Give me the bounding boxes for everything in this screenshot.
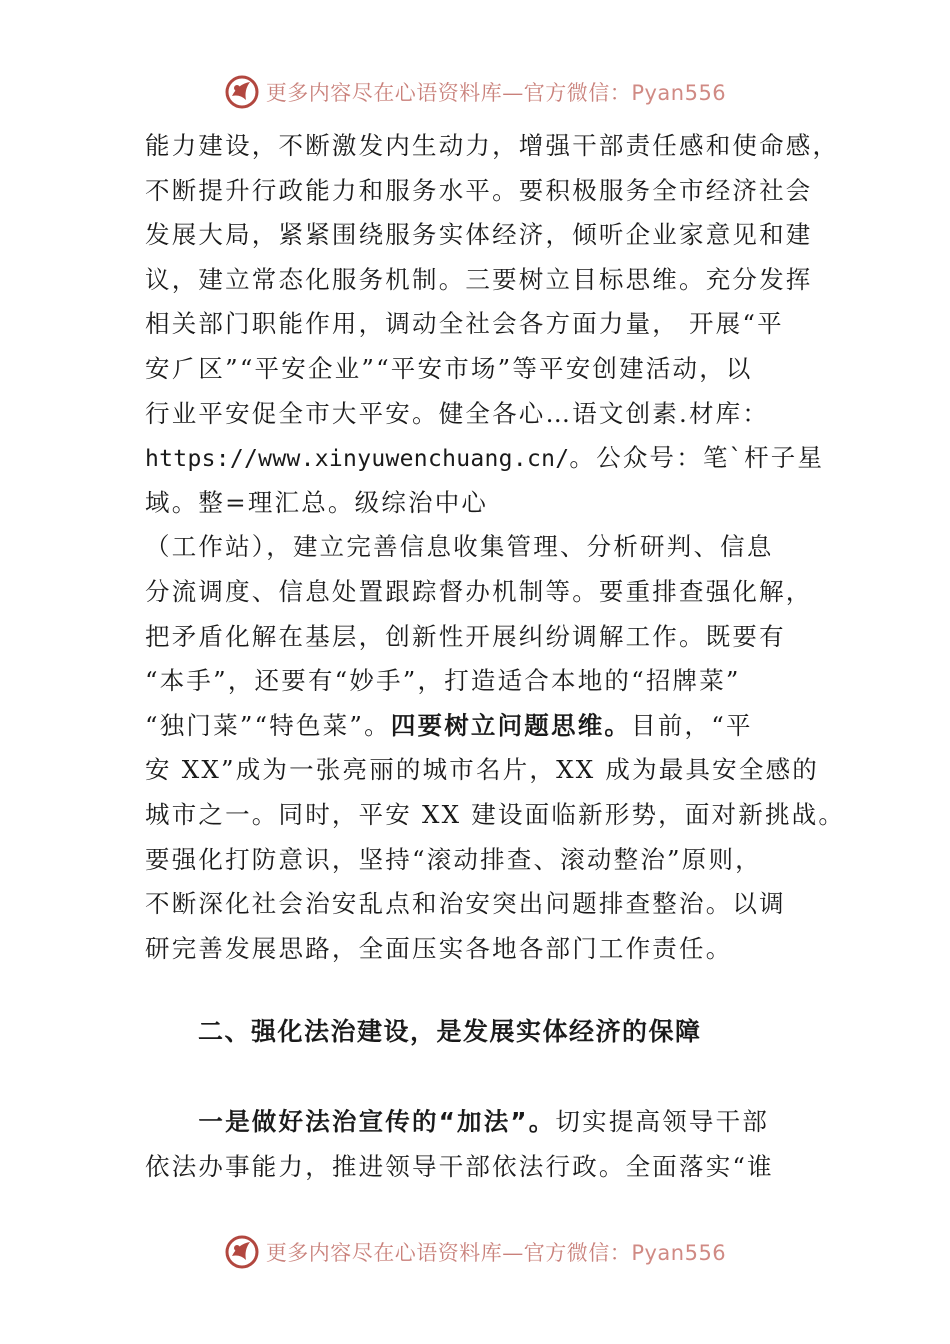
text-line: 研完善发展思路，全面压实各地各部门工作责任。 — [145, 933, 733, 963]
text-span: 切实提高领导干部 — [555, 1107, 770, 1136]
text-line: 把矛盾化解在基层，创新性开展纠纷调解工作。既要有 — [145, 621, 786, 651]
text-line: 相关部门职能作用，调动全社会各方面力量， 开展“平 — [145, 309, 784, 339]
text-line: 能力建设，不断激发内生动力，增强干部责任感和使命感， — [145, 131, 840, 160]
text-line-url — [145, 436, 845, 481]
banner-text: 更多内容尽在心语资料库—官方微信：Pyan556 — [265, 1241, 727, 1265]
body-paragraph — [145, 124, 845, 971]
text-span: “独门菜”“特色菜”。 — [145, 710, 391, 740]
wechat-id: Pyan556 — [631, 81, 727, 105]
text-line: 安 XX”成为一张亮丽的城市名片，XX 成为最具安全感的 — [145, 755, 819, 785]
header-banner — [0, 70, 950, 114]
text-line: 安⺁区”“平安企业”“平安市场”等平安创建活动，以 — [145, 353, 753, 383]
text-line: 要强化打防意识，坚持“滚动排查、滚动整治”原则， — [145, 844, 762, 874]
text-line: （工作站），建立完善信息收集管理、分析研判、信息 — [145, 532, 774, 562]
text-line: 发展大局，紧紧围绕服务实体经济，倾听企业家意见和建 — [145, 220, 813, 250]
text-line — [145, 1100, 845, 1145]
brand-logo-icon — [224, 74, 260, 110]
bold-span: 四要树立问题思维。 — [390, 710, 632, 740]
text-line: “本手”，还要有“妙手”，打造适合本地的“招牌菜” — [145, 666, 741, 696]
text-line: 行业平安促全市大平安。健全各心…语文创素.材库： — [145, 398, 770, 428]
text-line: 城市之一。同时，平安 XX 建设面临新形势，面对新挑战。 — [145, 799, 846, 829]
brand-logo-icon — [224, 1234, 260, 1270]
text-span: 目前，“平 — [631, 710, 753, 740]
text-line: 不断提升行政能力和服务水平。要积极服务全市经济社会 — [145, 175, 813, 205]
text-line: 依法办事能力，推进领导干部依法行政。全面落实“谁 — [145, 1151, 774, 1181]
text-line: 分流调度、信息处置跟踪督办机制等。要重排查强化解， — [145, 576, 813, 606]
banner-text: 更多内容尽在心语资料库—官方微信：Pyan556 — [265, 81, 727, 105]
footer-banner — [0, 1230, 950, 1274]
text-line: 域。整=理汇总。级综治中心 — [145, 487, 489, 517]
text-line: 议，建立常态化服务机制。三要树立目标思维。充分发挥 — [145, 264, 813, 294]
wechat-id: Pyan556 — [631, 1241, 727, 1265]
url-text: https://www.xinyuwenchuang.cn/ — [145, 446, 570, 473]
second-paragraph — [145, 1100, 845, 1189]
bold-span: 一是做好法治宣传的“加法”。 — [198, 1107, 556, 1136]
url-suffix: 。公众号：笔`杆子星 — [569, 443, 825, 473]
section-heading: 二、强化法治建设，是发展实体经济的保障 — [198, 1017, 702, 1046]
text-line-mixed — [145, 704, 845, 749]
text-line: 不断深化社会治安乱点和治安突出问题排查整治。以调 — [145, 889, 786, 919]
